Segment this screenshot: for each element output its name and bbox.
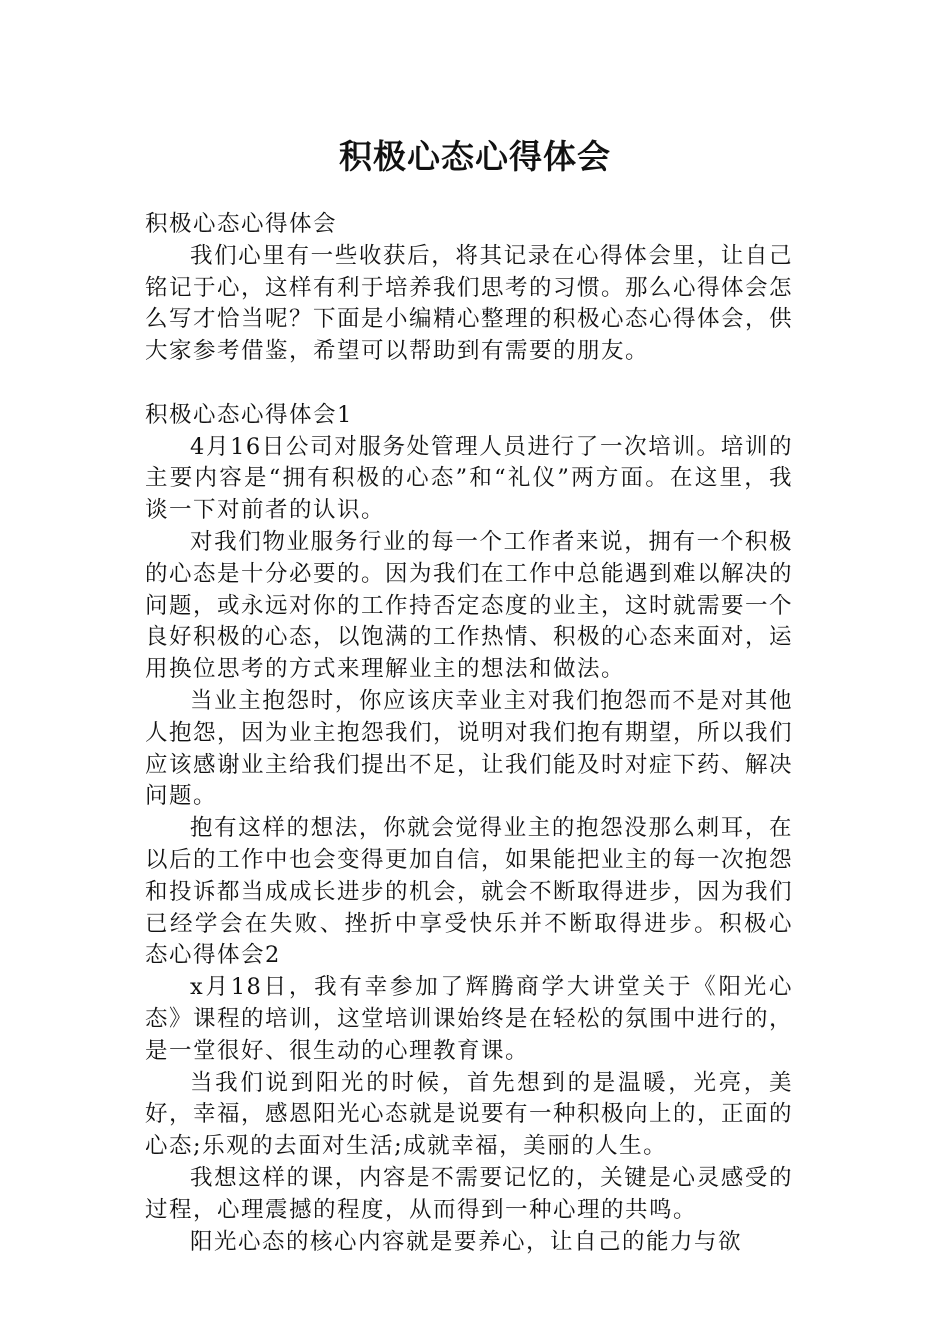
section-2-paragraph: 当我们说到阳光的时候，首先想到的是温暖，光亮，美好，幸福，感恩阳光心态就是说要有一种积极向上的，正面的心态;乐观的去面对生活;成就幸福，美丽的人生。 [145,1069,794,1160]
section-2-paragraph: 阳光心态的核心内容就是要养心，让自己的能力与欲 [190,1228,743,1255]
section-1-paragraph-last [145,813,793,972]
intro-paragraph: 我们心里有一些收获后，将其记录在心得体会里，让自己铭记于心，这样有利于培养我们思考的习惯。那么心得体会怎么写才恰当呢？下面是小编精心整理的积极心态心得体会，供大家参考借鉴，希望可以帮助到有需要的朋友。 [145,242,794,365]
document-subtitle: 积极心态心得体会 [145,211,338,237]
document-body [145,209,793,1258]
section-2-paragraph: 我想这样的课，内容是不需要记忆的，关键是心灵感受的过程，心理震撼的程度，从而得到一种心理的共鸣。 [145,1164,793,1223]
document-title: 积极心态心得体会 [339,137,611,176]
section-1-paragraph: 4月16日公司对服务处管理人员进行了一次培训。培训的主要内容是“拥有积极的心态”和“礼仪”两方面。在这里，我谈一下对前者的认识。 [145,433,793,524]
section-1-heading: 积极心态心得体会1 [145,401,353,428]
section-2-heading: 积极心态心得体会2 [145,910,793,969]
section-1-paragraph: 对我们物业服务行业的每一个工作者来说，拥有一个积极的心态是十分必要的。因为我们在工作中总能遇到难以解决的问题，或永远对你的工作持否定态度的业主，这时就需要一个良好积极的心态，以饱满的工作热情、积极的心态来面对，运用换位思考的方式来理解业主的想法和做法。 [145,528,794,683]
section-1-paragraph: 当业主抱怨时，你应该庆幸业主对我们抱怨而不是对其他人抱怨，因为业主抱怨我们，说明对我们抱有期望，所以我们应该感谢业主给我们提出不足，让我们能及时对症下药、解决问题。 [145,687,794,810]
paragraph-gap [145,368,793,400]
section-1-paragraph-text: 抱有这样的想法，你就会觉得业主的抱怨没那么刺耳，在以后的工作中也会变得更加自信，如果能把业主的每一次抱怨和投诉都当成成长进步的机会，就会不断取得进步，因为我们已经学会在失败、挫折中享受快乐并不断取得进步。 [145,815,794,937]
section-2-paragraph: x月18日，我有幸参加了辉腾商学大讲堂关于《阳光心态》课程的培训，这堂培训课始终是在轻松的氛围中进行的，是一堂很好、很生动的心理教育课。 [145,974,794,1064]
